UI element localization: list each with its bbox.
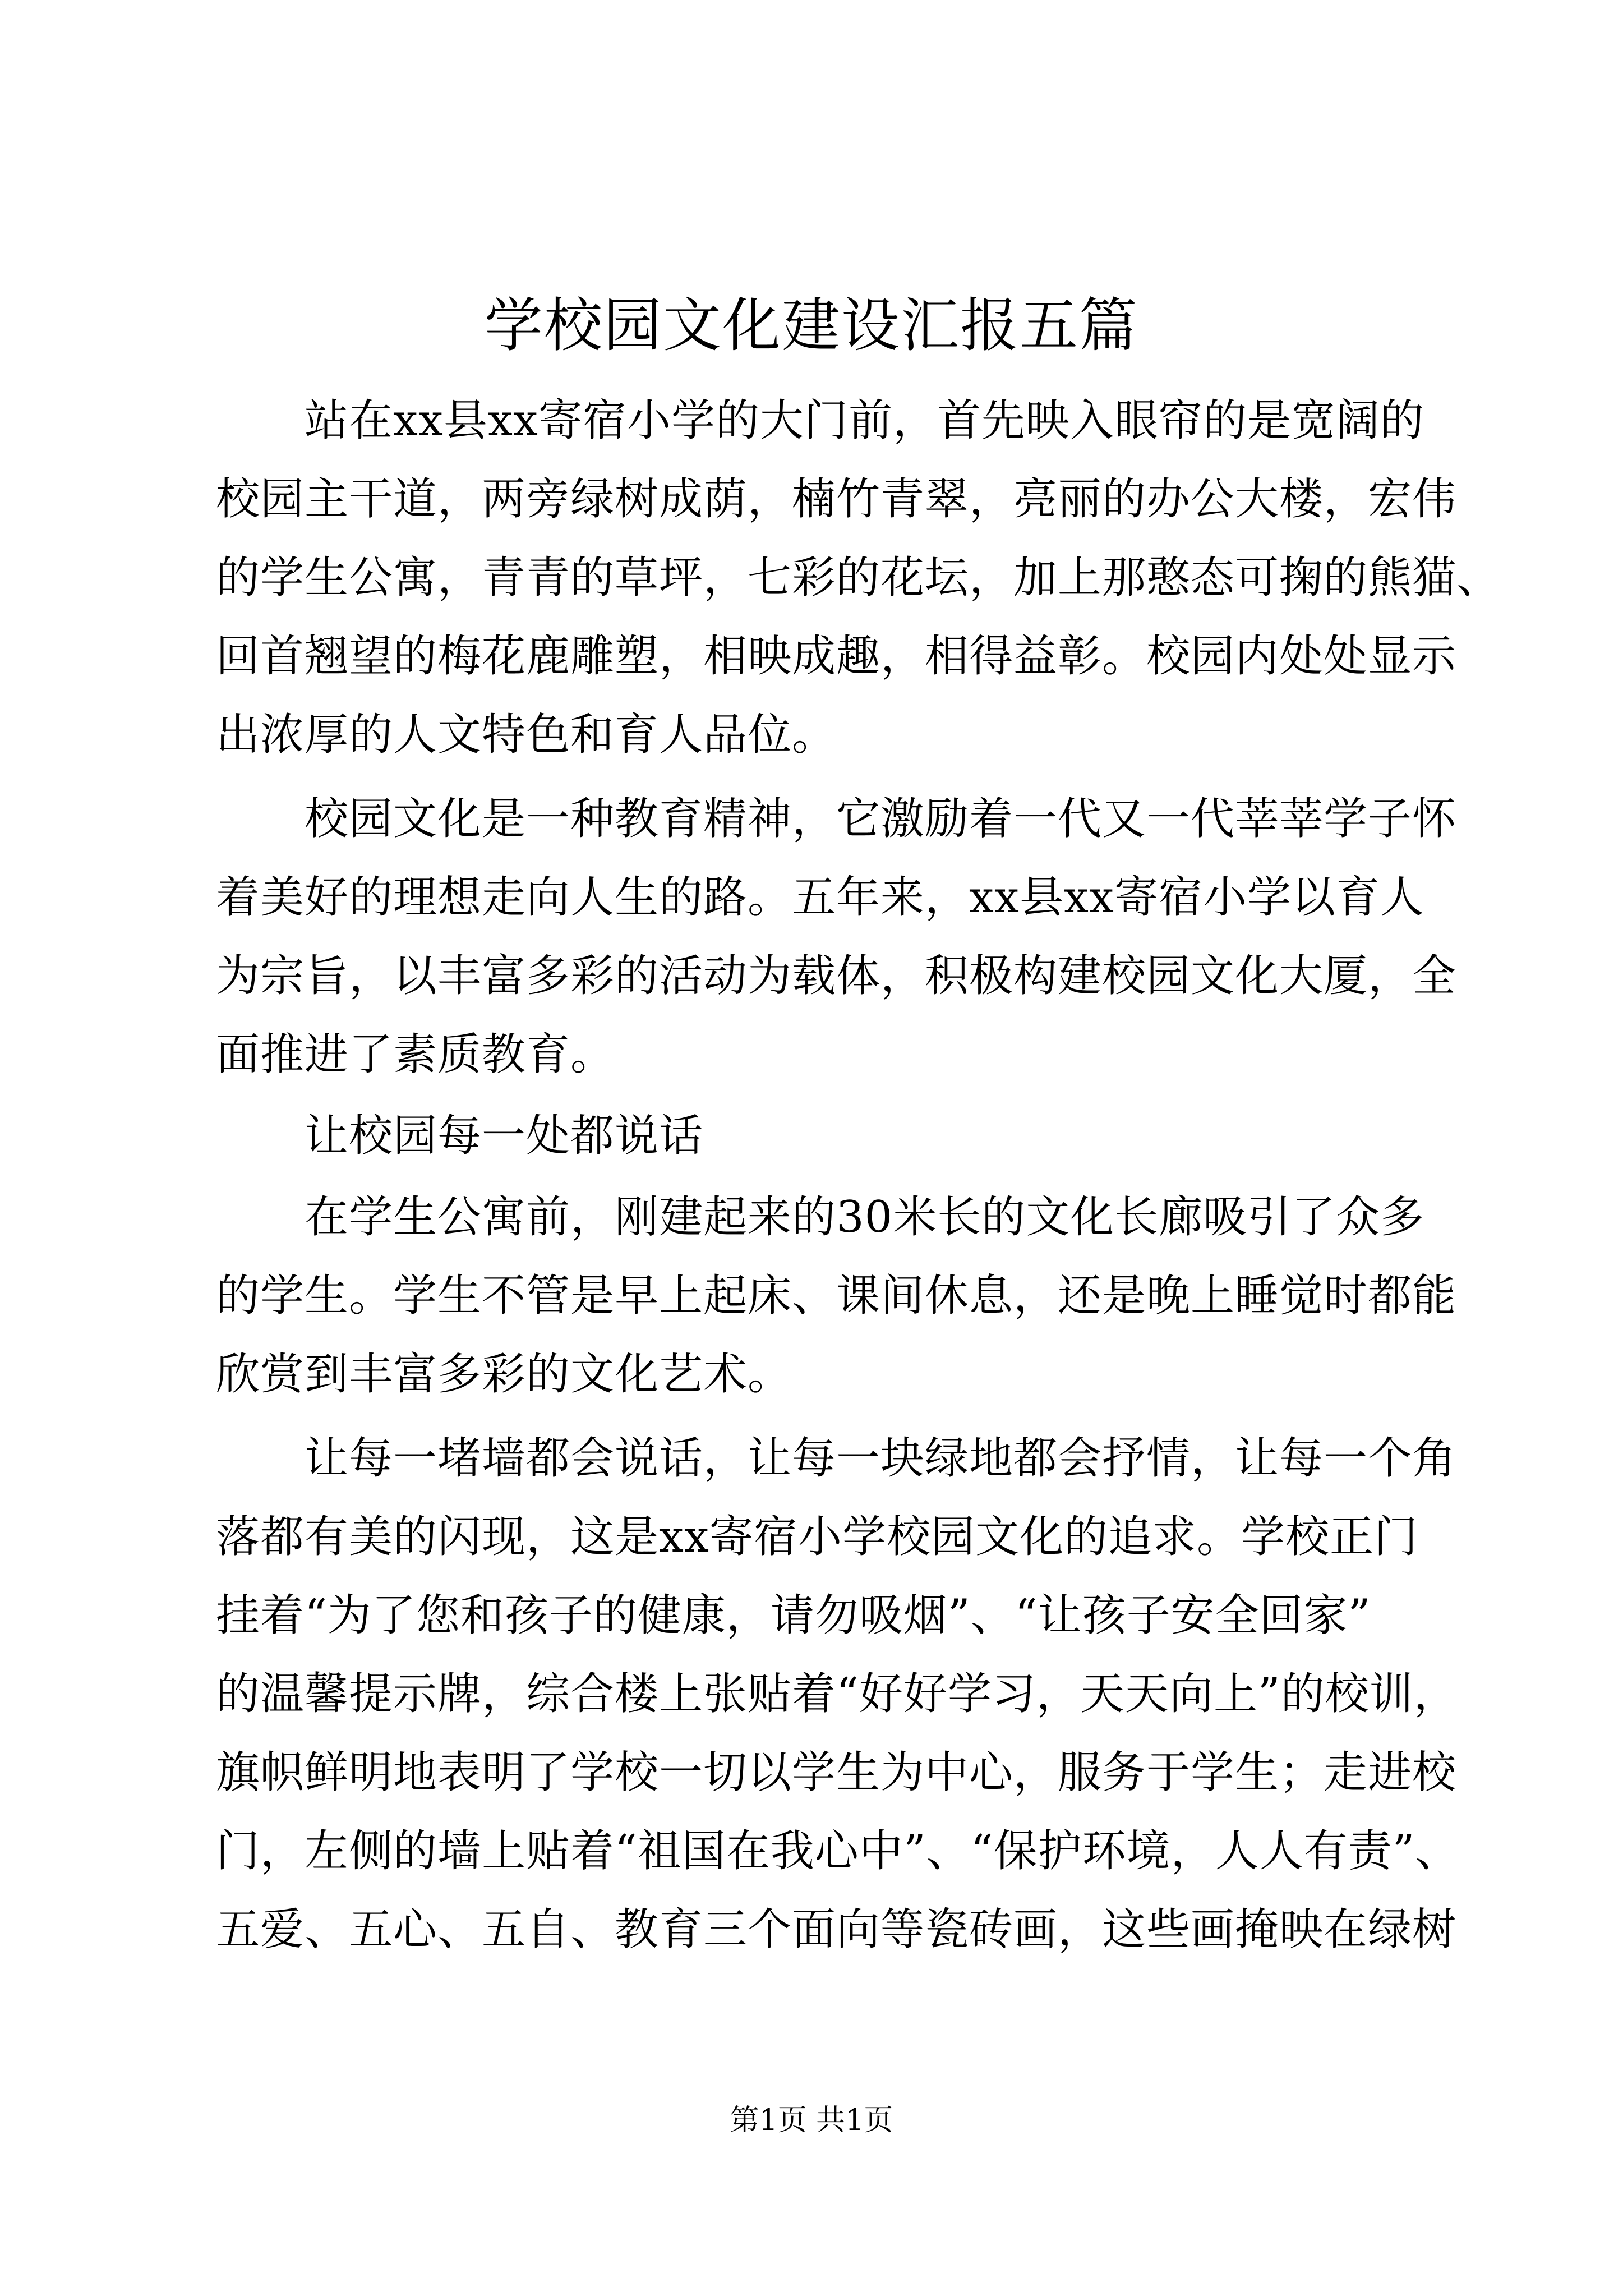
section-heading: 让校园每一处都说话 [305,1111,704,1161]
paragraph-line: 落都有美的闪现，这是xx寄宿小学校园文化的追求。学校正门 [216,1512,1418,1562]
paragraph-line: 的温馨提示牌，综合楼上张贴着“好好学习，天天向上”的校训， [216,1669,1458,1719]
paragraph-line: 出浓厚的人文特色和育人品位。 [216,710,837,760]
paragraph-line: 的学生。学生不管是早上起床、课间休息，还是晚上睡觉时都能 [216,1271,1457,1321]
page-footer: 第1页 共1页 [730,2104,893,2137]
paragraph-line: 挂着“为了您和孩子的健康，请勿吸烟”、“让孩子安全回家” [216,1590,1371,1641]
paragraph-line: 回首翘望的梅花鹿雕塑，相映成趣，相得益彰。校园内处处显示 [216,631,1457,682]
paragraph-line: 旗帜鲜明地表明了学校一切以学生为中心，服务于学生；走进校 [216,1747,1457,1798]
paragraph-line: 五爱、五心、五自、教育三个面向等瓷砖画，这些画掩映在绿树 [216,1904,1457,1955]
paragraph-line: 着美好的理想走向人生的路。五年来，xx县xx寄宿小学以育人 [216,872,1424,923]
paragraph-line: 让每一堵墙都会说话，让每一块绿地都会抒情，让每一个角 [305,1433,1457,1484]
paragraph-line: 站在xx县xx寄宿小学的大门前，首先映入眼帘的是宽阔的 [305,395,1424,446]
paragraph-line: 校园文化是一种教育精神，它激励着一代又一代莘莘学子怀 [305,794,1457,844]
document-title: 学校园文化建设汇报五篇 [484,291,1138,360]
paragraph-line: 面推进了素质教育。 [216,1029,615,1080]
paragraph-line: 门，左侧的墙上贴着“祖国在我心中”、“保护环境，人人有责”、 [216,1826,1460,1876]
paragraph-line: 校园主干道，两旁绿树成荫，楠竹青翠，亮丽的办公大楼，宏伟 [216,474,1457,524]
paragraph-line: 的学生公寓，青青的草坪，七彩的花坛，加上那憨态可掬的熊猫、 [216,553,1501,603]
paragraph-line: 为宗旨，以丰富多彩的活动为载体，积极构建校园文化大厦，全 [216,951,1457,1001]
paragraph-line: 欣赏到丰富多彩的文化艺术。 [216,1349,792,1400]
paragraph-line: 在学生公寓前，刚建起来的30米长的文化长廊吸引了众多 [305,1192,1425,1243]
